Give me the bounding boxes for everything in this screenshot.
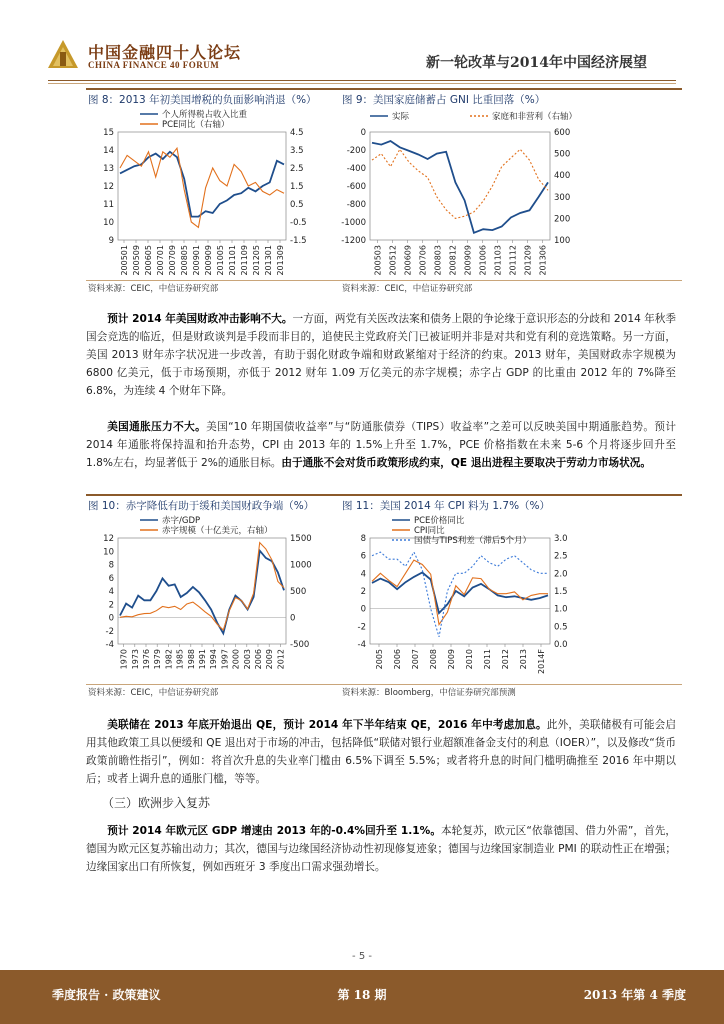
- x-tick-label: 2012: [501, 649, 510, 670]
- x-tick-label: 1997: [220, 649, 230, 670]
- figure-row2-rule-bottom: [86, 684, 682, 685]
- paragraph-euro: [86, 822, 676, 876]
- y-left-tick-label: 0: [360, 128, 366, 138]
- series-line-1: [372, 149, 548, 218]
- fig11-title: 图 11：美国 2014 年 CPI 料为 1.7%（%）: [342, 500, 551, 512]
- x-tick-label: 2006: [254, 649, 263, 670]
- logo-text-cn: 中国金融四十人论坛: [88, 43, 242, 62]
- plot-frame: [370, 538, 550, 644]
- legend-label: 家庭和非营利（右轴）: [492, 112, 578, 122]
- y-right-tick-label: 100: [554, 236, 571, 246]
- footer-center: 第 18 期: [337, 988, 387, 1002]
- y-left-tick-label: -200: [346, 146, 366, 156]
- x-tick-label: 2013: [519, 649, 528, 670]
- x-tick-label: 201301: [264, 245, 273, 276]
- legend-label: 赤字规模（十亿美元，右轴）: [162, 526, 273, 536]
- y-left-tick-label: 6: [360, 551, 366, 562]
- plot-frame: [118, 132, 286, 240]
- x-tick-label: 201103: [493, 245, 503, 276]
- paragraph-inflation-tail: 由于通胀不会对货币政策形成约束，QE 退出进程主要取决于劳动力市场状况。: [281, 457, 651, 469]
- x-tick-label: 201205: [252, 245, 261, 276]
- y-left-tick-label: 0: [360, 604, 366, 615]
- x-tick-label: 200909: [204, 245, 213, 276]
- y-left-tick-label: -800: [346, 200, 366, 210]
- header-title: 新一轮改革与2014年中国经济展望: [426, 55, 647, 71]
- x-tick-label: 1994: [209, 649, 219, 670]
- y-right-tick-label: 300: [554, 192, 571, 203]
- paragraph-fed-body: 此外，美联储极有可能会启用其他政策工具以便缓和 QE 退出对于市场的冲击，包括降低“联储对银行业超额准备金支付的利息（IOER）”，以及修改“货币政策前瞻性指引”，例如：将首次升息的失业率门槛由 6.5%下调至 5.5%；或者将升息的时间门槛明确推至 2016 年中期以后；或者上调升息的通胀门槛，等等。: [86, 719, 676, 785]
- header-rule-thin: [48, 83, 676, 84]
- paragraph-fiscal-body: 一方面，两党有关医改法案和债务上限的争论缘于意识形态的分歧和 2014 年秋季国会竞选的临近，但是财政谈判是手段而非目的，追使民主党政府关门已被证明并非是对共和党有利的竞选策略。另一方面，美国 2013 财年赤字状况进一步改善，有助于弱化财政争端和财政紧缩对于经济的约束。2013 财年，美国财政赤字规模为 6800 亿美元，低于市场预期，亦低于 2012 财年 1.09 万亿美元的赤字规模；赤字占 GDP 的比重由 2012 年的 7%降至 6.8%，为连续 4 个财年下降。: [86, 313, 676, 397]
- x-tick-label: 2005: [375, 649, 384, 670]
- series-line-1: [120, 148, 284, 227]
- y-right-tick-label: -0.5: [290, 218, 307, 228]
- y-left-tick-label: 8: [360, 534, 366, 544]
- y-left-tick-label: 6: [108, 573, 114, 584]
- y-right-tick-label: 0.0: [554, 640, 568, 650]
- x-tick-label: 2014F: [537, 649, 546, 674]
- x-tick-label: 2011: [483, 649, 492, 670]
- y-left-tick-label: -4: [357, 640, 366, 650]
- fig8-source: 资料来源：CEIC，中信证券研究部: [88, 284, 219, 294]
- series-line-0: [372, 573, 548, 614]
- y-left-tick-label: -600: [346, 182, 366, 192]
- header-rule: [48, 80, 676, 81]
- y-right-tick-label: 2.0: [554, 569, 568, 580]
- x-tick-label: 200501: [120, 245, 129, 276]
- header: [0, 0, 724, 86]
- series-line-0: [372, 141, 548, 233]
- x-tick-label: 201112: [508, 245, 518, 276]
- y-left-tick-label: 10: [103, 547, 114, 558]
- x-tick-label: 1988: [186, 649, 196, 670]
- fig9-chart: [340, 106, 580, 280]
- y-right-tick-label: 600: [554, 128, 571, 138]
- y-left-tick-label: 14: [103, 146, 114, 156]
- x-tick-label: 1991: [198, 649, 207, 670]
- x-tick-label: 2009: [265, 649, 275, 670]
- series-line-0: [120, 551, 284, 634]
- y-right-tick-label: 3.5: [290, 146, 304, 156]
- x-tick-label: 200605: [144, 245, 153, 276]
- y-right-tick-label: 500: [290, 587, 307, 597]
- footer-bar: [0, 970, 724, 1024]
- y-right-tick-label: -500: [290, 640, 310, 650]
- page-number: - 5 -: [352, 951, 372, 962]
- legend-label: 国债与TIPS利差（滞后5个月）: [414, 536, 532, 546]
- legend-label: 实际: [392, 112, 410, 122]
- fig10-chart: [88, 512, 316, 684]
- fig10-source: 资料来源：CEIC，中信证券研究部: [88, 688, 219, 698]
- x-tick-label: 201101: [228, 245, 237, 276]
- x-tick-label: 2010: [465, 649, 474, 670]
- footer-right: 2013 年第 4 季度: [583, 988, 686, 1002]
- y-left-tick-label: 2: [360, 587, 366, 597]
- y-left-tick-label: -2: [105, 626, 114, 637]
- y-right-tick-label: 1500: [290, 534, 312, 544]
- y-right-tick-label: 0: [290, 613, 296, 624]
- x-tick-label: 201209: [523, 245, 533, 276]
- x-tick-label: 200709: [168, 245, 177, 276]
- y-right-tick-label: 200: [554, 214, 571, 225]
- y-right-tick-label: 2.5: [290, 164, 304, 174]
- y-right-tick-label: 3.0: [554, 534, 568, 544]
- y-right-tick-label: 400: [554, 171, 571, 182]
- footer-left: 季度报告 · 政策建议: [52, 988, 161, 1002]
- y-left-tick-label: 11: [103, 200, 114, 210]
- x-tick-label: 200706: [418, 245, 428, 276]
- x-tick-label: 200512: [388, 245, 398, 276]
- plot-frame: [370, 132, 550, 240]
- section-heading-europe: （三）欧洲步入复苏: [102, 796, 211, 810]
- paragraph-euro-lead: 预计 2014 年欧元区 GDP 增速由 2013 年的-0.4%回升至 1.1%。: [107, 825, 441, 837]
- x-tick-label: 200901: [192, 245, 201, 276]
- paragraph-inflation-body: 美国“10 年期国债收益率”与“防通胀债券（TIPS）收益率”之差可以反映美国中期通胀趋势。预计 2014 年通胀将保持温和抬升态势，CPI 由 2013 年的 1.5%上升至 1.7%，PCE 价格指数在未来 5-6 个月将逐步回升至 1.8%左右，均显著低于 2%的通胀目标。: [86, 421, 677, 469]
- y-right-tick-label: 0.5: [290, 200, 304, 210]
- x-tick-label: 201109: [240, 245, 249, 276]
- legend-label: 个人所得税占收入比重: [162, 110, 248, 120]
- x-tick-label: 200609: [403, 245, 413, 276]
- x-tick-label: 1979: [153, 649, 163, 670]
- paragraph-fiscal-lead: 预计 2014 年美国财政冲击影响不大。: [107, 313, 293, 325]
- y-right-tick-label: 0.5: [554, 622, 568, 633]
- y-left-tick-label: 13: [103, 164, 114, 174]
- y-left-tick-label: -2: [357, 622, 366, 633]
- x-tick-label: 201005: [216, 245, 225, 276]
- paragraph-inflation: [86, 418, 676, 472]
- y-left-tick-label: -1000: [341, 218, 366, 228]
- fig8-chart: [88, 106, 316, 280]
- x-tick-label: 200812: [448, 245, 458, 276]
- x-tick-label: 2009: [447, 649, 456, 670]
- x-tick-label: 201309: [276, 245, 285, 276]
- y-right-tick-label: 4.5: [290, 128, 304, 138]
- y-left-tick-label: 12: [103, 534, 114, 544]
- y-right-tick-label: 1.0: [554, 604, 568, 615]
- x-tick-label: 1973: [130, 649, 140, 670]
- y-right-tick-label: 1000: [290, 560, 312, 571]
- y-left-tick-label: 0: [108, 613, 114, 624]
- x-tick-label: 200909: [463, 245, 473, 276]
- y-left-tick-label: 2: [108, 600, 114, 611]
- legend-label: PCE价格同比: [414, 516, 465, 526]
- y-left-tick-label: 9: [108, 236, 114, 246]
- y-left-tick-label: -4: [105, 640, 114, 650]
- x-tick-label: 1976: [142, 649, 151, 670]
- x-tick-label: 1985: [175, 649, 185, 670]
- y-left-tick-label: 4: [108, 587, 114, 597]
- fig11-chart: [340, 512, 580, 684]
- x-tick-label: 2003: [242, 649, 252, 670]
- fig11-source: 资料来源：Bloomberg，中信证券研究部预测: [342, 688, 516, 698]
- y-left-tick-label: 4: [360, 569, 366, 580]
- legend-label: 赤字/GDP: [162, 516, 201, 526]
- legend-label: PCE同比（右轴）: [162, 120, 230, 130]
- y-left-tick-label: -400: [346, 164, 366, 174]
- x-tick-label: 2007: [411, 649, 420, 670]
- figure-row2-rule-top: [86, 494, 682, 496]
- y-right-tick-label: 500: [554, 149, 571, 160]
- logo-emblem: [46, 38, 80, 72]
- x-tick-label: 201306: [538, 245, 548, 276]
- x-tick-label: 200805: [180, 245, 189, 276]
- figure-row-rule-bottom: [86, 280, 682, 281]
- y-right-tick-label: 1.5: [554, 587, 568, 597]
- logo-text-en: CHINA FINANCE 40 FORUM: [88, 60, 220, 70]
- y-right-tick-label: -1.5: [290, 236, 307, 246]
- fig9-source: 资料来源：CEIC，中信证券研究部: [342, 284, 473, 294]
- x-tick-label: 1982: [164, 649, 174, 670]
- x-tick-label: 2012: [276, 649, 286, 670]
- plot-frame: [118, 538, 286, 644]
- y-left-tick-label: 8: [108, 560, 114, 571]
- fig8-title: 图 8：2013 年初美国增税的负面影响消退（%）: [88, 94, 317, 106]
- paragraph-inflation-lead: 美国通胀压力不大。: [107, 421, 207, 433]
- paragraph-fed: [86, 716, 676, 788]
- x-tick-label: 200509: [132, 245, 141, 276]
- x-tick-label: 2000: [231, 649, 241, 670]
- y-left-tick-label: 15: [103, 128, 114, 138]
- y-right-tick-label: 2.5: [554, 551, 568, 562]
- fig9-title: 图 9：美国家庭储蓄占 GNI 比重回落（%）: [342, 94, 546, 106]
- series-line-1: [372, 560, 548, 625]
- paragraph-fed-lead: 美联储在 2013 年底开始退出 QE，预计 2014 年下半年结束 QE，2016 年中考虑加息。: [107, 719, 547, 731]
- x-tick-label: 200503: [373, 245, 383, 276]
- x-tick-label: 2008: [429, 649, 438, 670]
- x-tick-label: 200803: [433, 245, 443, 276]
- x-tick-label: 2006: [393, 649, 402, 670]
- y-left-tick-label: 12: [103, 182, 114, 192]
- y-right-tick-label: 1.5: [290, 182, 304, 192]
- paragraph-fiscal: [86, 310, 676, 400]
- y-left-tick-label: -1200: [341, 236, 366, 246]
- x-tick-label: 201006: [478, 245, 488, 276]
- figure-row-rule-top: [86, 88, 682, 90]
- x-tick-label: 1970: [119, 649, 129, 670]
- legend-label: CPI同比: [414, 526, 445, 536]
- fig10-title: 图 10：赤字降低有助于缓和美国财政争端（%）: [88, 500, 315, 512]
- y-left-tick-label: 10: [103, 218, 114, 228]
- paragraph-euro-body: 本轮复苏，欧元区“依靠德国、借力外需”，首先，德国为欧元区复苏输出动力；其次，德国与边缘国经济协动性初现修复迹象；德国与边缘国家制造业 PMI 的联动性正在增强；边缘国家出口有所恢复，例如西班牙 3 季度出口需求强劲增长。: [86, 825, 676, 873]
- x-tick-label: 200701: [156, 245, 165, 276]
